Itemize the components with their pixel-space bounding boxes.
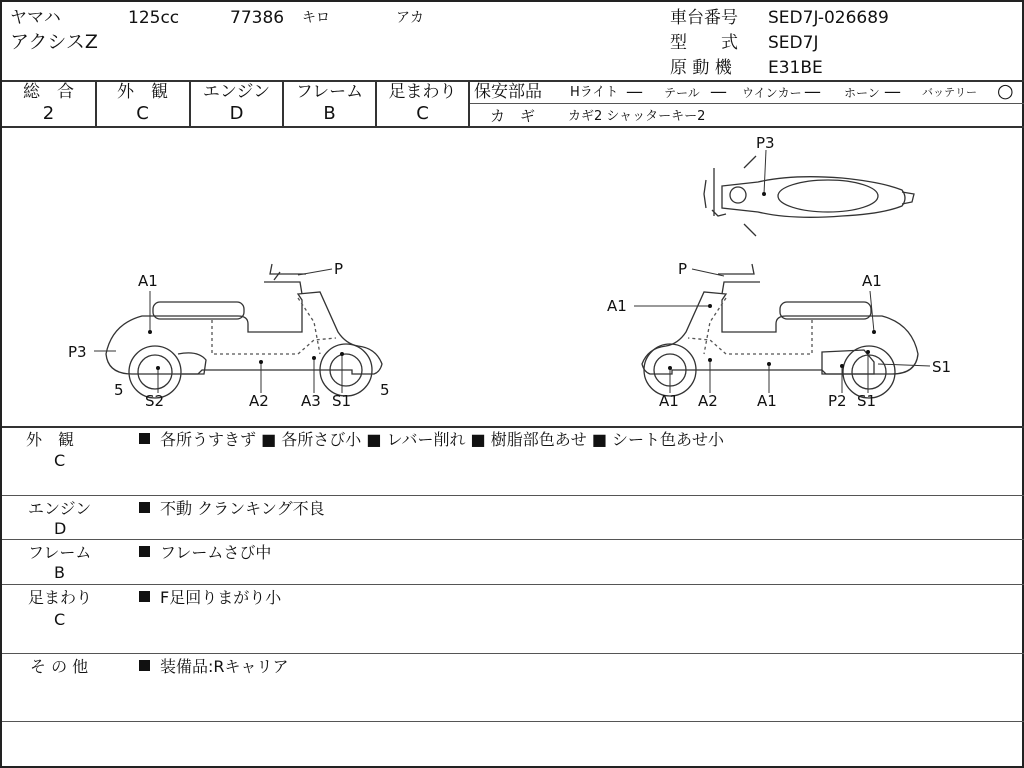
scooter-diagram — [2, 128, 1022, 426]
grade-value-overall: 2 — [42, 103, 55, 124]
safety-item-headlight: Hライト — [570, 85, 619, 100]
maker: ヤマハ — [10, 8, 61, 28]
detail-text-suspension: F足回りまがり小 — [139, 588, 281, 608]
detail-text-exterior: 各所うすきず ■ 各所さび小 ■ レバー削れ ■ 樹脂部色あせ ■ シート色あせ小 — [139, 430, 724, 450]
divider — [2, 653, 1024, 654]
detail-text-engine: 不動 クランキング不良 — [139, 499, 325, 519]
diagram-label: A1 — [757, 392, 777, 410]
detail-label-engine: エンジン — [28, 499, 92, 518]
detail-label-suspension: 足まわり — [28, 588, 93, 607]
divider — [2, 721, 1024, 722]
detail-label-other: そ の 他 — [30, 657, 89, 676]
type-value: SED7J — [768, 33, 819, 53]
diagram-label: P — [678, 260, 688, 278]
diagram-label: A2 — [249, 392, 269, 410]
grade-value-engine: D — [229, 103, 244, 124]
diagram-label: A3 — [301, 392, 321, 410]
color: アカ — [396, 10, 424, 26]
safety-title: 保安部品 — [474, 82, 542, 102]
detail-grade-engine: D — [54, 519, 67, 538]
safety-item-battery: バッテリー — [922, 86, 977, 99]
grade-label-overall: 総 合 — [23, 82, 74, 102]
diagram-label: 5 — [114, 381, 124, 399]
diagram-label: P3 — [756, 134, 775, 152]
safety-item-winker: ウインカー — [742, 86, 802, 100]
grade-value-suspension: C — [416, 103, 429, 124]
divider — [2, 426, 1024, 428]
safety-item-horn: ホーン — [844, 86, 880, 100]
detail-text-frame: フレームさび中 — [139, 543, 271, 563]
grade-value-frame: B — [323, 103, 336, 124]
grade-label-frame: フレーム — [295, 82, 364, 102]
top-view-outline — [704, 156, 914, 236]
safety-mark-battery: ○ — [997, 80, 1014, 102]
diagram-label: A1 — [607, 297, 627, 315]
grade-label-exterior: 外 観 — [117, 82, 168, 102]
safety-mark-winker: — — [804, 82, 821, 102]
grade-label-suspension: 足まわり — [388, 82, 457, 102]
safety-mark-headlight: — — [626, 82, 643, 102]
safety-mark-horn: — — [884, 82, 901, 102]
key-value: カギ2 シャッターキー2 — [568, 109, 706, 124]
diagram-label: A2 — [698, 392, 718, 410]
engine-label: 原 動 機 — [670, 58, 732, 78]
frame-no-label: 車台番号 — [670, 8, 738, 28]
safety-item-tail: テール — [664, 86, 700, 100]
diagram-label: S1 — [332, 392, 352, 410]
diagram-label: P3 — [68, 343, 87, 361]
diagram-label: P2 — [828, 392, 847, 410]
detail-grade-frame: B — [54, 563, 65, 582]
diagram-label: 5 — [380, 381, 390, 399]
model-name: アクシスZ — [10, 31, 98, 53]
diagram-label: A1 — [862, 272, 882, 290]
engine-value: E31BE — [768, 58, 823, 78]
detail-text-other: 装備品:Rキャリア — [139, 657, 289, 677]
diagram-label: S1 — [932, 358, 952, 376]
frame-no: SED7J-026689 — [768, 8, 889, 28]
type-label: 型 式 — [670, 33, 738, 53]
mileage-unit: キロ — [302, 10, 330, 26]
key-label: カ ギ — [490, 107, 536, 125]
diagram-label: S2 — [145, 392, 165, 410]
divider — [468, 103, 1024, 104]
divider — [2, 539, 1024, 540]
detail-grade-suspension: C — [54, 610, 66, 629]
detail-label-exterior: 外 観 — [26, 430, 75, 449]
mileage: 77386 — [230, 8, 285, 28]
divider — [2, 495, 1024, 496]
detail-label-frame: フレーム — [28, 543, 92, 562]
diagram-label: A1 — [138, 272, 158, 290]
grade-value-exterior: C — [136, 103, 149, 124]
displacement: 125cc — [128, 8, 180, 28]
diagram-label: P — [334, 260, 344, 278]
grade-label-engine: エンジン — [202, 82, 271, 102]
detail-grade-exterior: C — [54, 451, 66, 470]
diagram-label: S1 — [857, 392, 877, 410]
diagram-label: A1 — [659, 392, 679, 410]
divider — [2, 584, 1024, 585]
safety-mark-tail: — — [710, 82, 727, 102]
